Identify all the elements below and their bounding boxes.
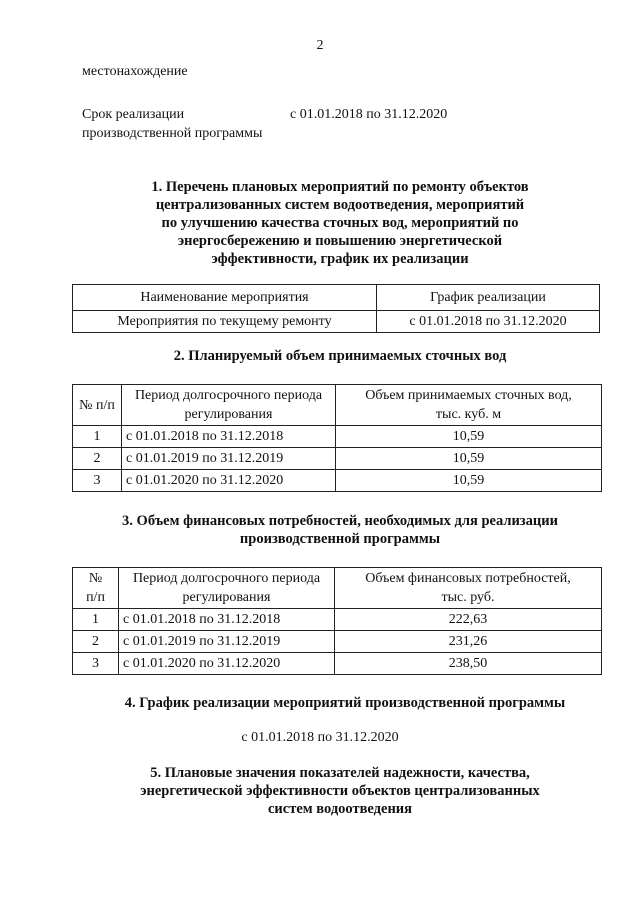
header-cell: № п/п xyxy=(73,385,122,426)
table-row xyxy=(73,426,602,448)
header-cell: Период долгосрочного периода регулирования xyxy=(119,568,335,609)
table-cell: с 01.01.2018 по 31.12.2020 xyxy=(377,311,600,333)
table-row xyxy=(73,631,602,653)
page-number: 2 xyxy=(316,38,324,53)
table-row xyxy=(73,470,602,492)
table-row xyxy=(73,653,602,675)
section4-value: с 01.01.2018 по 31.12.2020 xyxy=(241,730,399,745)
row-number: 1 xyxy=(73,609,119,631)
section4-title: 4. График реализации мероприятий производственной программы xyxy=(124,695,566,711)
table-row xyxy=(73,448,602,470)
section1-title: 1. Перечень плановых мероприятий по ремонту объектов централизованных систем водоотведения, мероприятий по улучшению качества сточных вод, мероприятий по энергосбережению и повышению энергетической эффективности, график их реализации xyxy=(151,179,529,267)
header-cell: Объем финансовых потребностей, тыс. руб. xyxy=(335,568,602,609)
row-value: 238,50 xyxy=(335,653,602,675)
section3-table xyxy=(72,567,602,675)
section5-title: 5. Плановые значения показателей надежности, качества, энергетической эффективности объектов централизованных систем водоотведения xyxy=(140,765,540,817)
section1-table xyxy=(72,284,600,333)
row-period: с 01.01.2020 по 31.12.2020 xyxy=(122,470,336,492)
table-cell: Мероприятия по текущему ремонту xyxy=(73,311,377,333)
table-row xyxy=(73,609,602,631)
row-period: с 01.01.2018 по 31.12.2018 xyxy=(122,426,336,448)
period-label xyxy=(82,105,262,143)
row-value: 10,59 xyxy=(336,470,602,492)
period-label-line1: Срок реализации xyxy=(82,107,185,122)
header-cell: Наименование мероприятия xyxy=(73,285,377,311)
row-value: 231,26 xyxy=(335,631,602,653)
row-period: с 01.01.2018 по 31.12.2018 xyxy=(119,609,335,631)
header-cell: Объем принимаемых сточных вод, тыс. куб. м xyxy=(336,385,602,426)
table-row xyxy=(73,311,600,333)
table-header-row xyxy=(73,285,600,311)
row-period: с 01.01.2019 по 31.12.2019 xyxy=(119,631,335,653)
table-header-row xyxy=(73,568,602,609)
header-cell: № п/п xyxy=(73,568,119,609)
header-cell: График реализации xyxy=(377,285,600,311)
period-label-line2: производственной программы xyxy=(82,126,263,141)
row-period: с 01.01.2019 по 31.12.2019 xyxy=(122,448,336,470)
row-value: 10,59 xyxy=(336,426,602,448)
row-period: с 01.01.2020 по 31.12.2020 xyxy=(119,653,335,675)
row-value: 222,63 xyxy=(335,609,602,631)
row-number: 2 xyxy=(73,631,119,653)
header-cell: Период долгосрочного периода регулирования xyxy=(122,385,336,426)
location-label: местонахождение xyxy=(82,64,188,79)
section2-title: 2. Планируемый объем принимаемых сточных вод xyxy=(173,348,507,364)
row-value: 10,59 xyxy=(336,448,602,470)
row-number: 2 xyxy=(73,448,122,470)
period-value: с 01.01.2018 по 31.12.2020 xyxy=(290,107,448,122)
row-number: 3 xyxy=(73,470,122,492)
section3-title: 3. Объем финансовых потребностей, необходимых для реализации производственной программы xyxy=(122,513,558,547)
row-number: 3 xyxy=(73,653,119,675)
section2-table xyxy=(72,384,602,492)
table-header-row xyxy=(73,385,602,426)
row-number: 1 xyxy=(73,426,122,448)
